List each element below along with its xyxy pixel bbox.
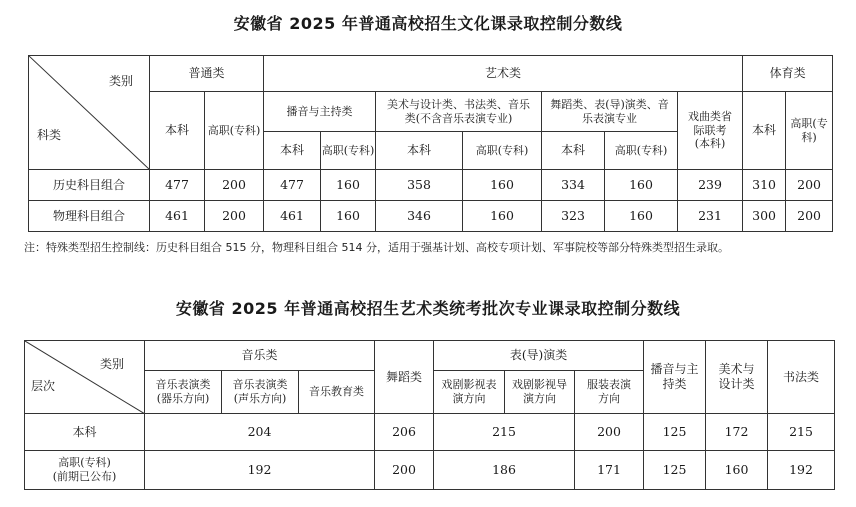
- table-row: [25, 414, 835, 451]
- row-label-history: 历史科目组合: [29, 170, 150, 201]
- score-table-art: [24, 340, 835, 490]
- table-row: [29, 170, 833, 201]
- score-cell: 300: [743, 201, 786, 232]
- diagonal-line: [25, 341, 145, 414]
- score-cell: 200: [786, 201, 833, 232]
- row-label-physics: 物理科目组合: [29, 201, 150, 232]
- score-cell: 206: [375, 414, 434, 451]
- score-cell: 200: [786, 170, 833, 201]
- score-cell: 310: [743, 170, 786, 201]
- corner-label-category: 类别: [99, 357, 124, 371]
- special-type-note: 注：特殊类型招生控制线：历史科目组合 515 分，物理科目组合 514 分，适用于强基计划、高校专项计划、军事院校等部分特殊类型招生录取。: [24, 241, 729, 254]
- group-header-yinyue: 音乐类: [145, 341, 375, 371]
- score-cell: 461: [150, 201, 205, 232]
- table2-corner-cell: [25, 341, 145, 414]
- score-cell: 215: [434, 414, 575, 451]
- group-header-yishu: 艺术类: [264, 56, 743, 92]
- score-cell: 160: [463, 170, 542, 201]
- sub-header-fuzhuang: 服装表演方向: [575, 371, 644, 414]
- sub-header-qiyue: 音乐表演类(器乐方向): [145, 371, 222, 414]
- score-cell: 186: [434, 451, 575, 490]
- table-row: [29, 201, 833, 232]
- sub-header-xiju-biaoyan: 戏剧影视表演方向: [434, 371, 505, 414]
- score-cell: 477: [150, 170, 205, 201]
- score-cell: 204: [145, 414, 375, 451]
- corner-label-subject: 科类: [37, 128, 62, 142]
- corner-label-level: 层次: [31, 379, 56, 393]
- score-cell: 461: [264, 201, 321, 232]
- row-label-gaozhi-note: (前期已公布): [52, 470, 117, 483]
- sub-header-tiyu-gaozhi: 高职(专科): [786, 92, 833, 170]
- sub-header-boyin-gaozhi: 高职(专科): [321, 132, 376, 170]
- score-cell: 125: [644, 414, 706, 451]
- score-cell: 192: [145, 451, 375, 490]
- score-cell: 346: [376, 201, 463, 232]
- group-header-putong: 普通类: [150, 56, 264, 92]
- score-cell: 239: [678, 170, 743, 201]
- sub-header-wudao-benke: 本科: [542, 132, 605, 170]
- score-cell: 171: [575, 451, 644, 490]
- corner-label-category: 类别: [108, 74, 133, 88]
- sub-header-boyin: 播音与主持类: [264, 92, 376, 132]
- row-label-benke: 本科: [25, 414, 145, 451]
- score-cell: 200: [575, 414, 644, 451]
- sub-header-gaozhi: 高职(专科): [205, 92, 264, 170]
- group-header-tiyu: 体育类: [743, 56, 833, 92]
- sub-header-wudao: 舞蹈类、表(导)演类、音乐表演专业: [542, 92, 678, 132]
- score-cell: 200: [205, 201, 264, 232]
- sub-header-xiju-daoyan: 戏剧影视导演方向: [505, 371, 575, 414]
- group-header-biaoyan: 表(导)演类: [434, 341, 644, 371]
- table1-title: 安徽省 2025 年普通高校招生文化课录取控制分数线: [233, 14, 623, 33]
- group-header-wudao: 舞蹈类: [375, 341, 434, 414]
- score-cell: 160: [706, 451, 768, 490]
- score-table-culture: [28, 55, 833, 232]
- score-cell: 160: [321, 170, 376, 201]
- score-cell: 160: [321, 201, 376, 232]
- sub-header-boyin-benke: 本科: [264, 132, 321, 170]
- sub-header-meishu: 美术与设计类、书法类、音乐类(不含音乐表演专业): [376, 92, 542, 132]
- group-header-boyin: 播音与主持类: [644, 341, 706, 414]
- sub-header-xiqu: 戏曲类省际联考(本科): [678, 92, 743, 170]
- group-header-meishu: 美术与设计类: [706, 341, 768, 414]
- row-label-gaozhi-main: 高职(专科): [58, 456, 111, 470]
- score-cell: 160: [463, 201, 542, 232]
- score-cell: 334: [542, 170, 605, 201]
- table-row: [25, 451, 835, 490]
- score-cell: 125: [644, 451, 706, 490]
- sub-header-wudao-gaozhi: 高职(专科): [605, 132, 678, 170]
- score-cell: 160: [605, 201, 678, 232]
- sub-header-shengyue: 音乐表演类(声乐方向): [222, 371, 299, 414]
- score-cell: 160: [605, 170, 678, 201]
- score-cell: 200: [205, 170, 264, 201]
- sub-header-benke: 本科: [150, 92, 205, 170]
- sub-header-meishu-benke: 本科: [376, 132, 463, 170]
- score-cell: 323: [542, 201, 605, 232]
- sub-header-meishu-gaozhi: 高职(专科): [463, 132, 542, 170]
- group-header-shufa: 书法类: [768, 341, 835, 414]
- table1-corner-cell: [29, 56, 150, 170]
- score-cell: 192: [768, 451, 835, 490]
- table2-title: 安徽省 2025 年普通高校招生艺术类统考批次专业课录取控制分数线: [175, 299, 681, 318]
- sub-header-tiyu-benke: 本科: [743, 92, 786, 170]
- score-cell: 477: [264, 170, 321, 201]
- score-cell: 200: [375, 451, 434, 490]
- score-cell: 231: [678, 201, 743, 232]
- score-cell: 358: [376, 170, 463, 201]
- score-cell: 172: [706, 414, 768, 451]
- score-cell: 215: [768, 414, 835, 451]
- sub-header-jiaoyu: 音乐教育类: [299, 371, 375, 414]
- row-label-gaozhi: [25, 451, 145, 490]
